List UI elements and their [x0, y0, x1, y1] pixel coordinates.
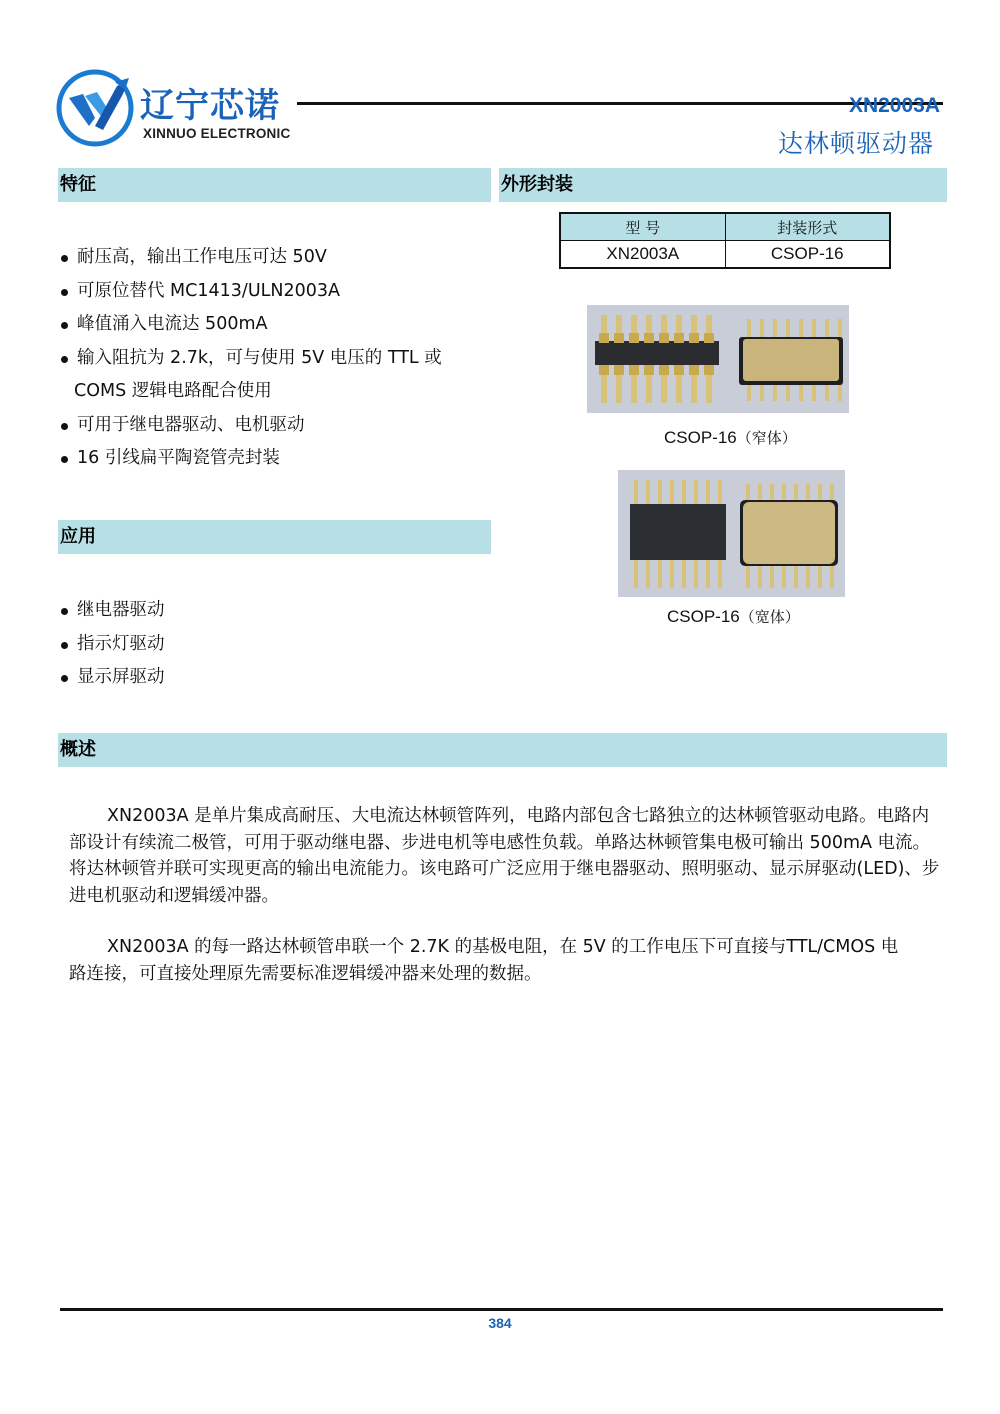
overview-paragraph: XN2003A 是单片集成高耐压、大电流达林顿管阵列，电路内部包含七路独立的达林顿管驱动电路。电路内部设计有续流二极管，可用于驱动继电器、步进电机等电感性负载。单路达林顿管集电极可输出 500mA 电流。将达林顿管并联可实现更高的输出电流能力。该电路可广泛应用于继电器驱动、照明驱动、显示屏驱动(LED)、步进电机驱动和逻辑缓冲器。: [69, 806, 940, 906]
part-title: 达林顿驱动器: [777, 129, 934, 158]
chip-photo-wide: [618, 470, 845, 597]
photo-caption-narrow: CSOP-16（窄体）: [664, 428, 797, 447]
bullet-icon: [61, 675, 68, 682]
bullet-icon: [61, 642, 68, 649]
section-header-package: 外形封装: [499, 168, 947, 202]
bullet-icon: [61, 356, 68, 363]
cell-model: XN2003A: [560, 241, 725, 269]
bullet-icon: [61, 255, 68, 262]
column-header-model: 型 号: [560, 213, 725, 241]
overview-paragraph: XN2003A 的每一路达林顿管串联一个 2.7K 的基极电阻，在 5V 的工作电压下可直接与TTL/CMOS 电路连接，可直接处理原先需要标准逻辑缓冲器来处理的数据。: [69, 937, 899, 984]
list-item: 显示屏驱动: [58, 661, 165, 695]
list-item: 可原位替代 MC1413/ULN2003A: [58, 275, 442, 309]
list-item: 可用于继电器驱动、电机驱动: [58, 409, 442, 443]
bullet-icon: [61, 608, 68, 615]
cell-package-type: CSOP-16: [725, 241, 890, 269]
package-table: [559, 212, 891, 269]
table-row: [560, 241, 890, 269]
section-header-features: 特征: [58, 168, 491, 202]
table-header-row: [560, 213, 890, 241]
chip-photo-narrow: [587, 305, 849, 413]
header-divider: [297, 102, 943, 105]
list-item: 耐压高，输出工作电压可达 50V: [58, 241, 442, 275]
section-header-applications: 应用: [58, 520, 491, 554]
company-logo-icon: [55, 68, 135, 148]
features-list: [58, 241, 442, 476]
column-header-package-type: 封装形式: [725, 213, 890, 241]
bullet-icon: [61, 423, 68, 430]
company-name-en: XINNUO ELECTRONIC: [143, 126, 291, 141]
part-number: XN2003A: [848, 94, 940, 117]
bullet-icon: [61, 322, 68, 329]
bullet-icon: [61, 289, 68, 296]
list-item: 峰值涌入电流达 500mA: [58, 308, 442, 342]
applications-list: [58, 594, 165, 695]
photo-caption-wide: CSOP-16（宽体）: [667, 607, 800, 626]
page-number: 384: [488, 1315, 512, 1331]
footer-divider: [60, 1308, 943, 1311]
list-item: 继电器驱动: [58, 594, 165, 628]
list-item: 指示灯驱动: [58, 628, 165, 662]
list-item: 输入阻抗为 2.7k，可与使用 5V 电压的 TTL 或 COMS 逻辑电路配合使用: [58, 342, 442, 409]
company-name-cn: 辽宁芯诺: [140, 86, 280, 126]
bullet-icon: [61, 456, 68, 463]
list-item: 16 引线扁平陶瓷管壳封装: [58, 442, 442, 476]
section-header-overview: 概述: [58, 733, 947, 767]
